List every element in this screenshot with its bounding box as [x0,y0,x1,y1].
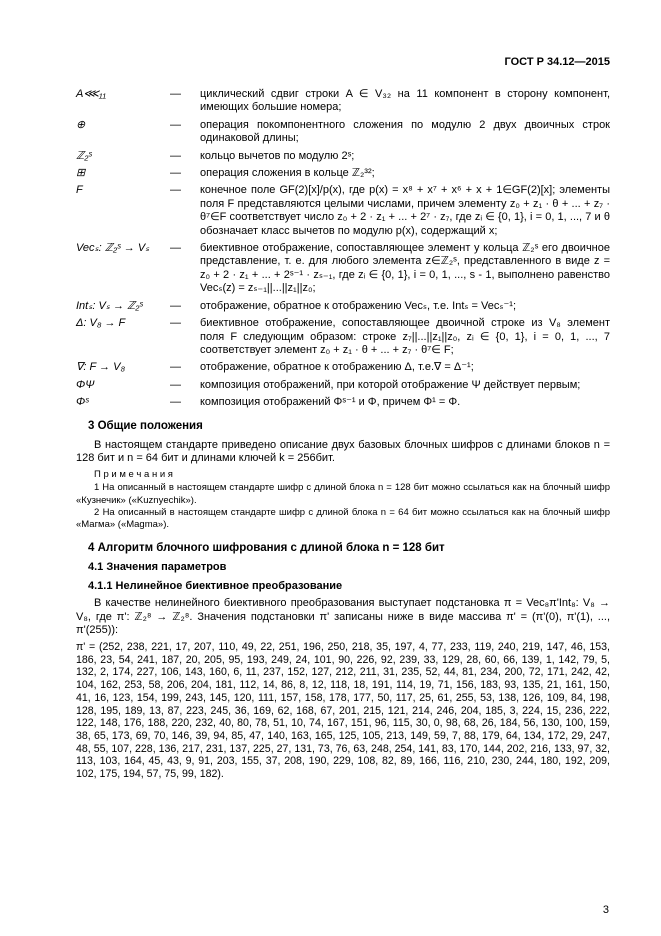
note-item: 2 На описанный в настоящем стандарте шифр с длиной блока n = 64 бит можно ссылаться как на блочный шифр «Магма» («Magma»). [76,507,610,531]
definition-row [76,88,610,115]
definition-dash: — [170,242,181,255]
definition-row [76,119,610,146]
definition-dash: — [170,149,181,162]
definition-row [76,167,610,180]
definition-row [76,150,610,163]
definition-term: Δ: V₈ → F [76,317,126,330]
definition-description: композиция отображений Φˢ⁻¹ и Φ, причем Φ¹ = Φ. [200,396,461,409]
notes-block [76,469,610,532]
notes-list [76,482,610,531]
definition-description: кольцо вычетов по модулю 2ˢ; [200,149,355,162]
definition-dash: — [170,118,181,131]
definition-description: операция покомпонентного сложения по модулю 2 двух двоичных строк одинаковой длины; [200,118,610,145]
definition-description: композиция отображений, при которой отображение Ψ действует первым; [200,378,581,391]
definition-term: A⋘₁₁ [76,88,106,100]
subsection-4-1-1-heading: 4.1.1 Нелинейное биективное преобразование [88,579,343,592]
document-code-header: ГОСТ Р 34.12—2015 [504,56,610,68]
section-3-paragraph: В настоящем стандарте приведено описание двух базовых блочных шифров с длинами блоков n = 128 бит и n = 64 бит и длинами ключей k = 256бит. [76,438,610,465]
definition-description: биективное отображение, сопоставляющее элемент у кольца ℤ₂ˢ его двоичное представление, т. е. для любого элемента z∈ℤ₂ˢ, представленного в виде z = z₀ + 2 · z₁ + ... + 2ˢ⁻¹ · zₛ₋₁, где zᵢ ∈ {0, 1}, i = 0, 1, ..., s - 1, выполнено равенство Vecₛ(z) = zₛ₋₁||...||z₁||z₀; [200,242,610,295]
definition-dash: — [170,299,181,312]
definition-dash: — [170,361,181,374]
section-4-heading: 4 Алгоритм блочного шифрования с длиной блока n = 128 бит [88,541,445,554]
subsection-4-1-heading: 4.1 Значения параметров [88,560,227,573]
definition-dash: — [170,167,181,180]
definition-description: циклический сдвиг строки A ∈ V₃₂ на 11 компонент в сторону компонент, имеющих большие номера; [200,88,610,114]
definition-term: ⊞ [76,167,86,180]
note-item: 1 На описанный в настоящем стандарте шифр с длиной блока n = 128 бит можно ссылаться как на блочный шифр «Кузнечик» («Kuznyechik»). [76,482,610,506]
page-number: 3 [602,904,609,916]
definition-row [76,396,610,409]
definition-description: отображение, обратное к отображению Vecₛ, т.е. Intₛ = Vecₛ⁻¹; [200,299,517,312]
substitution-intro-paragraph: В качестве нелинейного биективного преобразования выступает подстановка π = Vec₈π'Int₈: V₈ → V₈, где π': ℤ₂⁸ → ℤ₂⁸. Значения подстановки π' записаны ниже в виде массива π' = (π'(0), π'(1), ..., π'(255)): [76,596,610,637]
definition-dash: — [170,317,181,330]
definition-dash: — [170,88,181,100]
pi-substitution-array: π' = (252, 238, 221, 17, 207, 110, 49, 22, 251, 196, 250, 218, 35, 197, 4, 77, 233, 119, 240, 219, 147, 46, 153, 186, 23, 54, 241, 187, 20, 205, 95, 193, 249, 24, 101, 90, 226, 92, 239, 33, 129, 28, 60, 66, 139, 1, 142, 79, 5, 132, 2, 174, 227, 106, 143, 160, 6, 11, 237, 152, 127, 212, 211, 31, 235, 52, 44, 81, 234, 200, 72, 171, 242, 42, 104, 162, 253, 58, 206, 204, 181, 112, 14, 86, 8, 12, 118, 18, 191, 114, 19, 71, 156, 183, 93, 135, 21, 161, 150, 41, 16, 123, 154, 199, 243, 145, 120, 111, 157, 158, 178, 177, 50, 117, 25, 61, 255, 53, 138, 126, 109, 84, 198, 128, 195, 189, 13, 87, 223, 245, 36, 169, 62, 168, 67, 201, 215, 121, 214, 246, 204, 185, 3, 224, 15, 236, 222, 122, 148, 176, 188, 220, 232, 40, 80, 78, 51, 10, 74, 167, 151, 96, 115, 30, 0, 98, 68, 26, 184, 56, 130, 100, 159, 38, 65, 173, 69, 70, 146, 39, 94, 85, 47, 140, 163, 165, 125, 105, 213, 149, 59, 7, 88, 179, 64, 134, 172, 29, 247, 48, 55, 107, 228, 136, 217, 231, 137, 225, 27, 131, 73, 76, 63, 248, 254, 141, 83, 170, 144, 202, 216, 133, 97, 32, 113, 103, 164, 45, 43, 9, 91, 203, 155, 37, 208, 190, 229, 108, 82, 89, 166, 116, 210, 230, 244, 180, 192, 209, 102, 175, 194, 57, 75, 99, 182). [76,641,610,781]
definition-term: F [76,184,83,197]
definition-description: конечное поле GF(2)[x]/p(x), где p(x) = x⁸ + x⁷ + x⁶ + x + 1∈GF(2)[x]; элементы поля F представляются целыми числами, причем элементу z₀ + z₁ · θ + ... + z₇ · θ⁷∈F соответствует число z₀ + 2 · z₁ + ... + 2⁷ · z₇, где zᵢ ∈ {0, 1}, i = 0, 1, ..., 7 и θ обозначает класс вычетов по модулю p(x), содержащий x; [200,184,610,237]
definition-dash: — [170,378,181,391]
definition-row [76,242,610,296]
definition-row [76,317,610,357]
definition-row [76,184,610,238]
notes-header: П р и м е ч а н и я [94,469,173,481]
definition-row [76,300,610,313]
definition-term: ⊕ [76,118,86,131]
definition-term: Intₛ: Vₛ → ℤ₂ˢ [76,299,143,312]
definition-row [76,361,610,374]
definition-row [76,379,610,392]
definition-list [76,88,610,410]
definition-description: отображение, обратное к отображению Δ, т.е.∇ = Δ⁻¹; [200,361,474,374]
section-3-heading: 3 Общие положения [88,419,203,432]
definition-term: ΦΨ [76,378,95,391]
definition-term: Vecₛ: ℤ₂ˢ → Vₛ [76,242,150,255]
definition-term: Φˢ [76,396,89,409]
definition-term: ∇: F → V₈ [76,361,126,374]
definition-dash: — [170,184,181,197]
definition-description: биективное отображение, сопоставляющее двоичной строке из V₈ элемент поля F следующим образом: строке z₇||...||z₁||z₀, zᵢ ∈ {0, 1}, i = 0, 1, ..., 7 соответствует элемент z₀ + z₁ · θ + ... + z₇ · θ⁷∈ F; [200,317,610,356]
definition-term: ℤ₂ˢ [76,149,92,162]
definition-description: операция сложения в кольце ℤ₂³²; [200,167,375,180]
definition-dash: — [170,396,181,409]
